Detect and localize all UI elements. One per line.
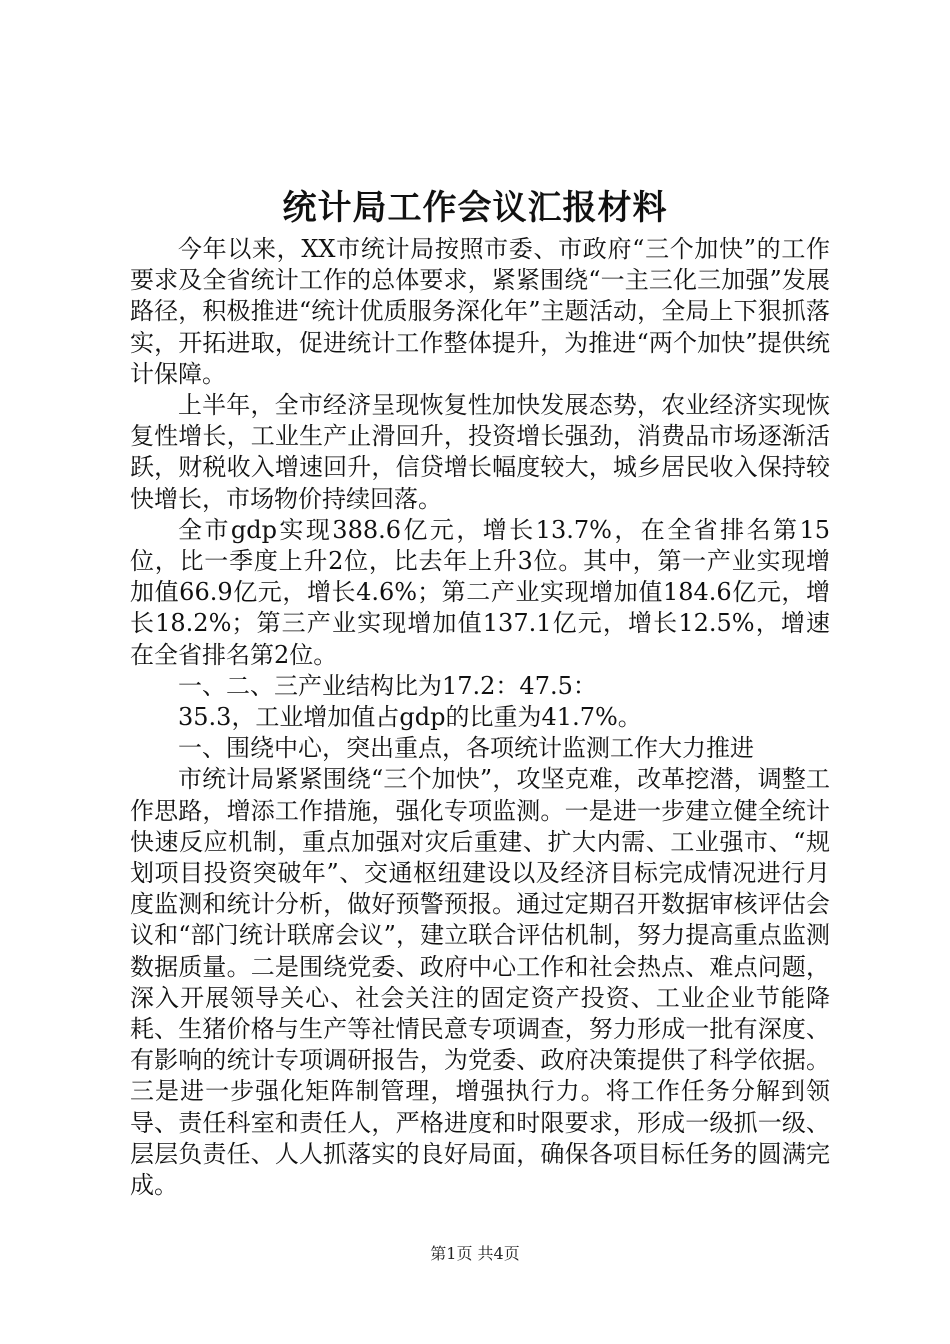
paragraph-gdp: 全市gdp实现388.6亿元，增长13.7%，在全省排名第15位，比一季度上升2位，比去年上升3位。其中，第一产业实现增加值66.9亿元，增长4.6%；第二产业实现增加值184.6亿元，增长18.2%；第三产业实现增加值137.1亿元，增长12.5%，增速在全省排名第2位。 — [130, 515, 830, 669]
section-heading-1: 一、围绕中心，突出重点，各项统计监测工作大力推进 — [178, 734, 754, 763]
paragraph-economy-overview: 上半年，全市经济呈现恢复性加快发展态势，农业经济实现恢复性增长，工业生产止滑回升，投资增长强劲，消费品市场逐渐活跃，财税收入增速回升，信贷增长幅度较大，城乡居民收入保持较快增长，市场物价持续回落。 — [130, 391, 830, 513]
paragraph-intro: 今年以来，XX市统计局按照市委、市政府“三个加快”的工作要求及全省统计工作的总体要求，紧紧围绕“一主三化三加强”发展路径，积极推进“统计优质服务深化年”主题活动，全局上下狠抓落实，开拓进取，促进统计工作整体提升，为推进“两个加快”提供统计保障。 — [130, 235, 830, 388]
paragraph-monitoring-work: 市统计局紧紧围绕“三个加快”，攻坚克难，改革挖潜，调整工作思路，增添工作措施，强化专项监测。一是进一步建立健全统计快速反应机制，重点加强对灾后重建、扩大内需、工业强市、“规划项目投资突破年”、交通枢纽建设以及经济目标完成情况进行月度监测和统计分析，做好预警预报。通过定期召开数据审核评估会议和“部门统计联席会议”，建立联合评估机制，努力提高重点监测数据质量。二是围绕党委、政府中心工作和社会热点、难点问题，深入开展领导关心、社会关注的固定资产投资、工业企业节能降耗、生猪价格与生产等社情民意专项调查，努力形成一批有深度、有影响的统计专项调研报告，为党委、政府决策提供了科学依据。三是进一步强化矩阵制管理，增强执行力。将工作任务分解到领导、责任科室和责任人，严格进度和时限要求，形成一级抓一级、层层负责任、人人抓落实的良好局面，确保各项目标任务的圆满完成。 — [130, 765, 830, 1200]
page-number: 第1页 共4页 — [430, 1244, 520, 1263]
paragraph-structure-ratio: 一、二、三产业结构比为17.2：47.5： — [178, 671, 597, 700]
document-body — [130, 234, 830, 1201]
paragraph-industry-share: 35.3，工业增加值占gdp的比重为41.7%。 — [178, 703, 642, 732]
document-title: 统计局工作会议汇报材料 — [282, 188, 668, 228]
